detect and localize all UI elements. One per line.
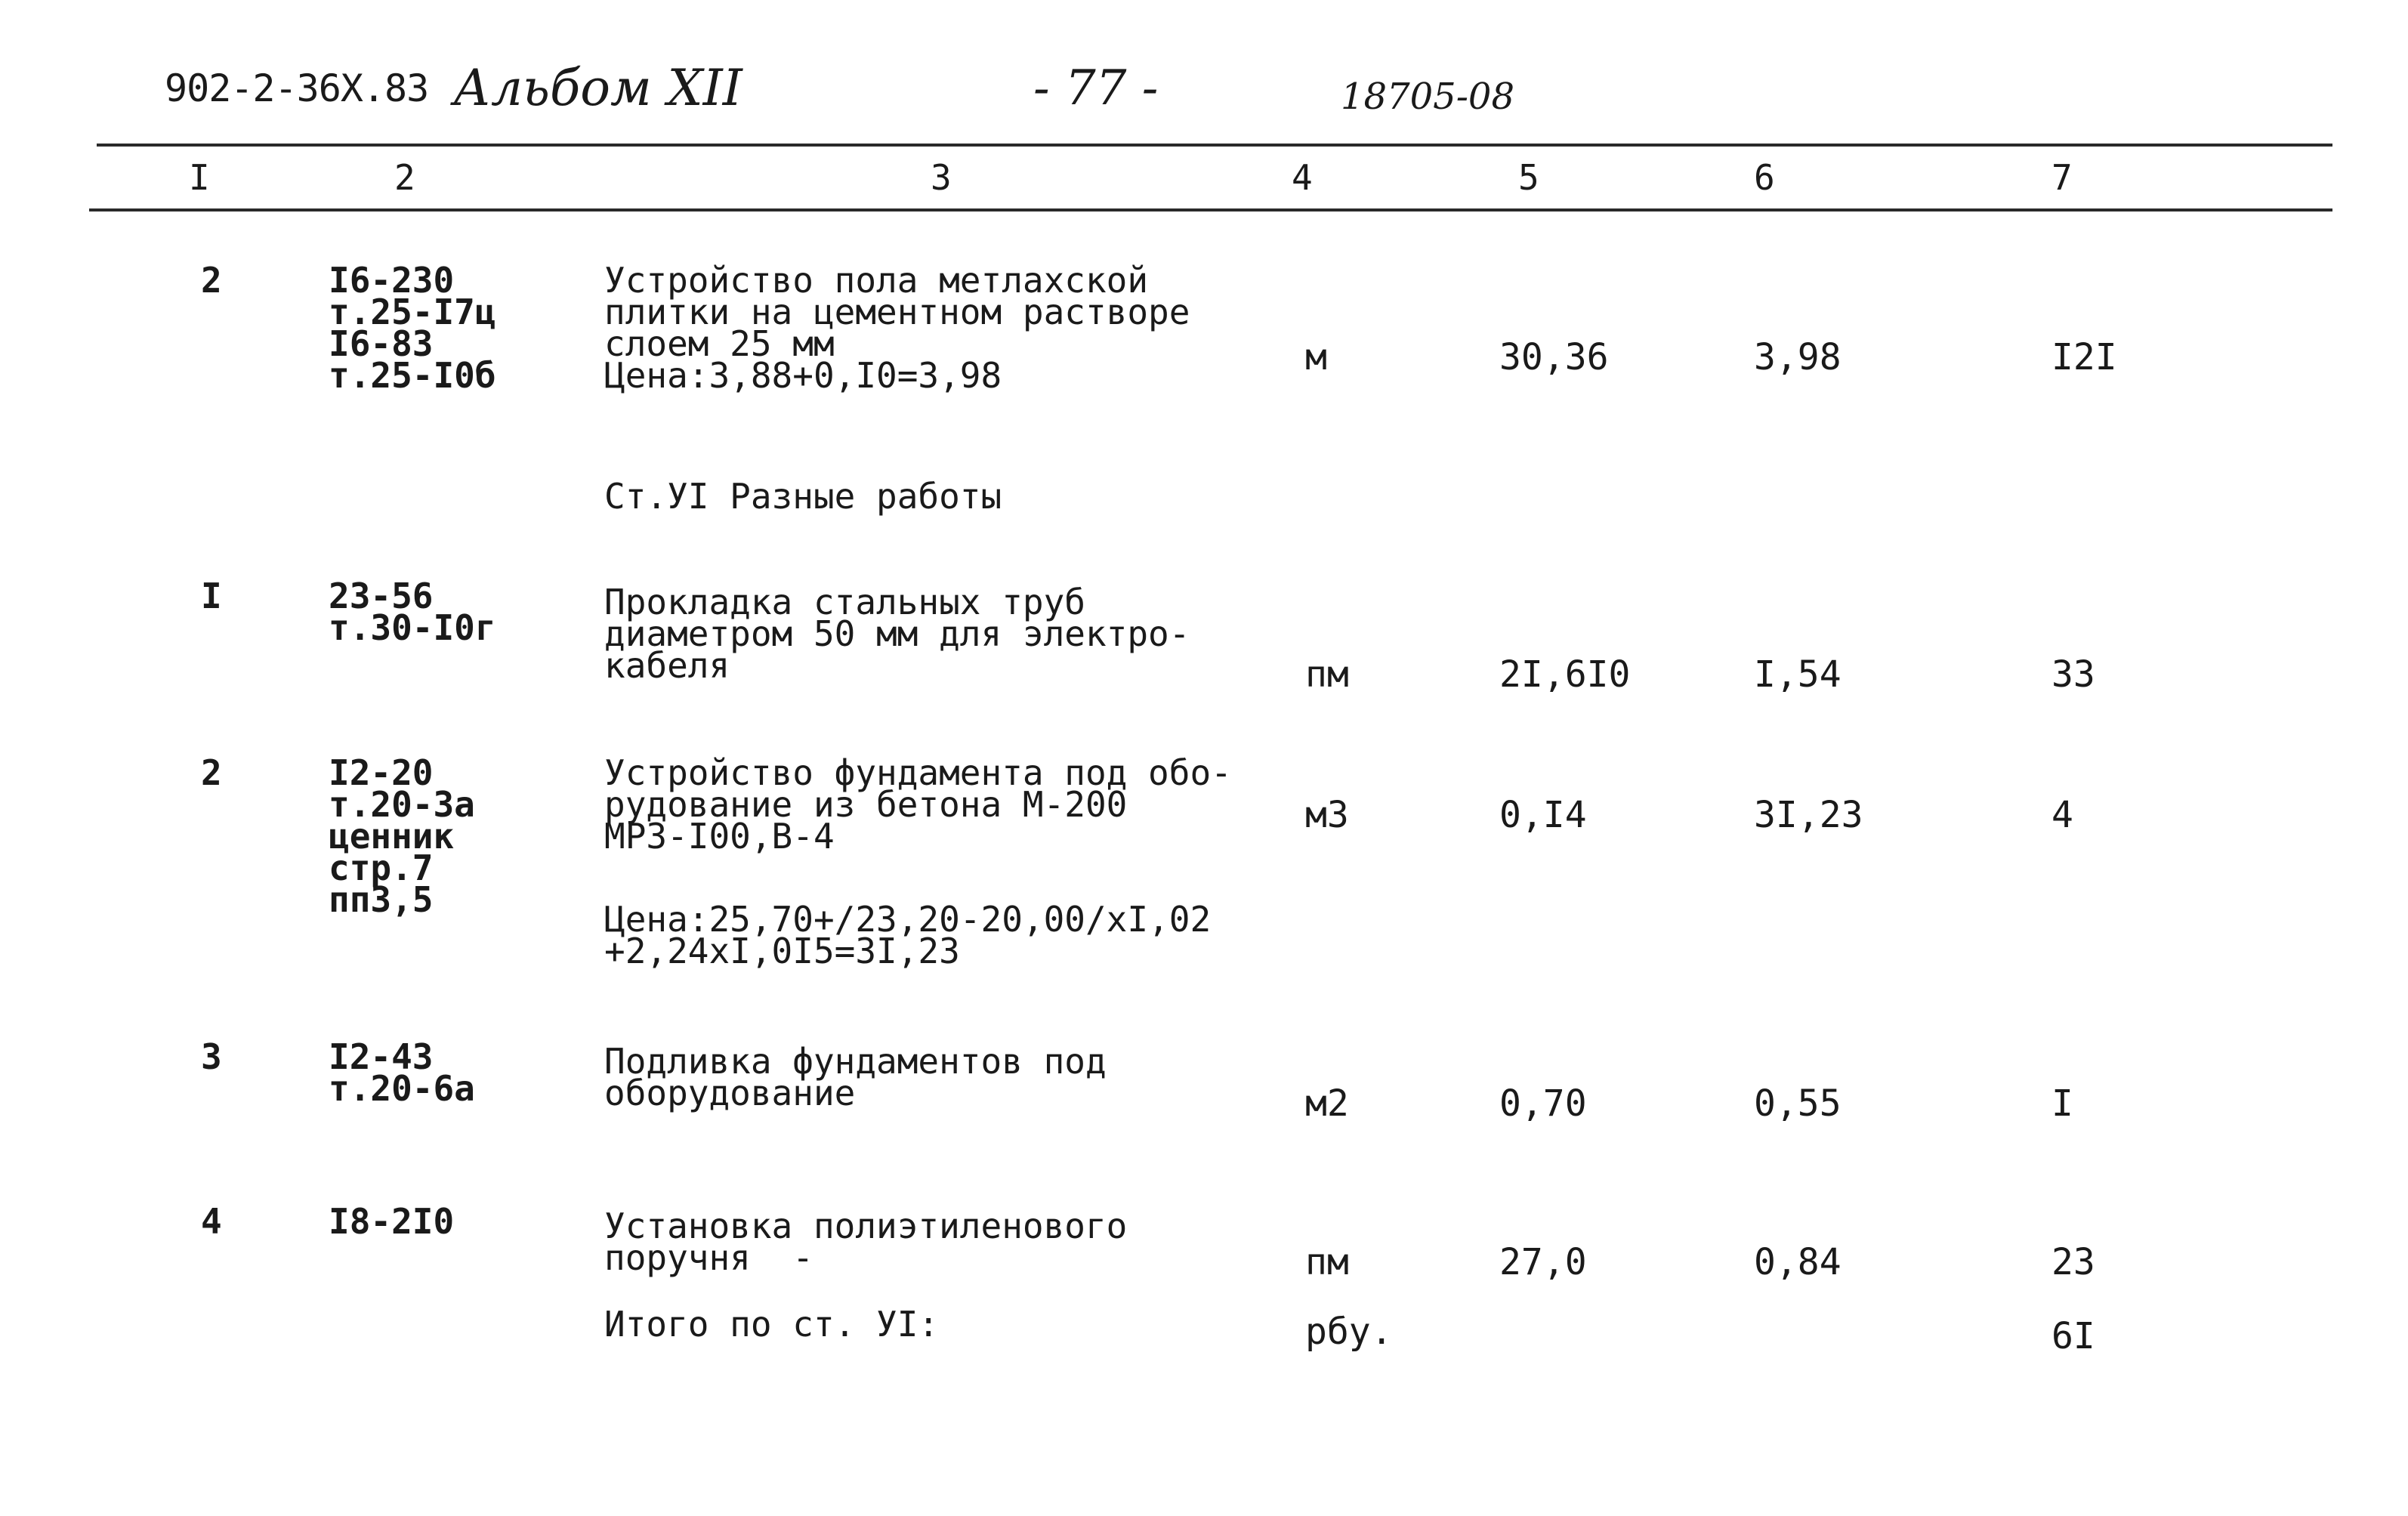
row-3-price: 3I,23 bbox=[1754, 794, 1863, 836]
column-header-1: I bbox=[189, 157, 210, 198]
row-3-position: 2 bbox=[201, 752, 222, 793]
row-1-description: Устройство пола метлахской плитки на цементном растворе слоем 25 мм Цена:3,88+0,I0=3,98 bbox=[604, 260, 1190, 396]
row-5-unit: пм bbox=[1305, 1241, 1349, 1283]
section-heading: Ст.УI Разные работы bbox=[604, 476, 1002, 517]
row-3-total: 4 bbox=[2051, 794, 2073, 836]
row-4-description: Подливка фундаментов под оборудование bbox=[604, 1041, 1107, 1113]
row-5-quantity: 27,0 bbox=[1499, 1241, 1587, 1283]
row-5-description: Установка полиэтиленового поручня - bbox=[604, 1206, 1128, 1278]
section-total-value: 6I bbox=[2051, 1315, 2095, 1357]
row-2-position: I bbox=[201, 576, 222, 616]
row-5-total: 23 bbox=[2051, 1241, 2095, 1283]
album-label: Альбом XII bbox=[453, 59, 742, 117]
row-5-position: 4 bbox=[201, 1201, 222, 1242]
table-top-rule bbox=[97, 144, 2332, 147]
row-1-total: I2I bbox=[2051, 336, 2117, 378]
row-1-position: 2 bbox=[201, 260, 222, 301]
row-4-position: 3 bbox=[201, 1036, 222, 1077]
row-5-code: I8-2I0 bbox=[329, 1201, 455, 1242]
row-3-unit: м3 bbox=[1305, 794, 1349, 836]
row-4-total: I bbox=[2051, 1082, 2073, 1125]
row-1-code: I6-230 т.25-I7ц I6-83 т.25-I0б bbox=[329, 260, 496, 396]
row-1-unit: м bbox=[1305, 336, 1327, 378]
row-2-description: Прокладка стальных труб диаметром 50 мм для электро- кабеля bbox=[604, 582, 1190, 686]
row-1-quantity: 30,36 bbox=[1499, 336, 1609, 378]
row-2-quantity: 2I,6I0 bbox=[1499, 653, 1631, 696]
row-2-unit: пм bbox=[1305, 653, 1349, 696]
table-header-rule bbox=[89, 208, 2332, 211]
page-number: - 77 - bbox=[1033, 60, 1159, 116]
document-number: 18705-08 bbox=[1341, 76, 1514, 118]
row-2-price: I,54 bbox=[1754, 653, 1842, 696]
row-3-code: I2-20 т.20-3а ценник стр.7 пп3,5 bbox=[329, 752, 475, 920]
row-3-quantity: 0,I4 bbox=[1499, 794, 1587, 836]
row-4-code: I2-43 т.20-6а bbox=[329, 1036, 475, 1109]
column-header-6: 6 bbox=[1754, 157, 1775, 198]
row-4-quantity: 0,70 bbox=[1499, 1082, 1587, 1125]
row-3-description: Устройство фундамента под обо- рудование из бетона М-200 МРЗ-I00,В-4 bbox=[604, 752, 1232, 857]
column-header-5: 5 bbox=[1518, 157, 1539, 198]
column-header-3: 3 bbox=[931, 157, 952, 198]
row-4-unit: м2 bbox=[1305, 1082, 1349, 1125]
row-4-price: 0,55 bbox=[1754, 1082, 1842, 1125]
section-total-label: Итого по ст. УI: bbox=[604, 1304, 940, 1345]
row-3-price-formula: Цена:25,70+/23,20-20,00/хI,02 +2,24хI,0I5=3I,23 bbox=[604, 899, 1212, 971]
section-total-unit: рбу. bbox=[1305, 1311, 1393, 1353]
document-code: 902-2-36Х.83 bbox=[165, 66, 429, 110]
row-2-code: 23-56 т.30-I0г bbox=[329, 576, 496, 648]
row-2-total: 33 bbox=[2051, 653, 2095, 696]
column-header-7: 7 bbox=[2051, 157, 2073, 198]
row-5-price: 0,84 bbox=[1754, 1241, 1842, 1283]
column-header-2: 2 bbox=[394, 157, 415, 198]
row-1-price: 3,98 bbox=[1754, 336, 1842, 378]
column-header-4: 4 bbox=[1292, 157, 1313, 198]
